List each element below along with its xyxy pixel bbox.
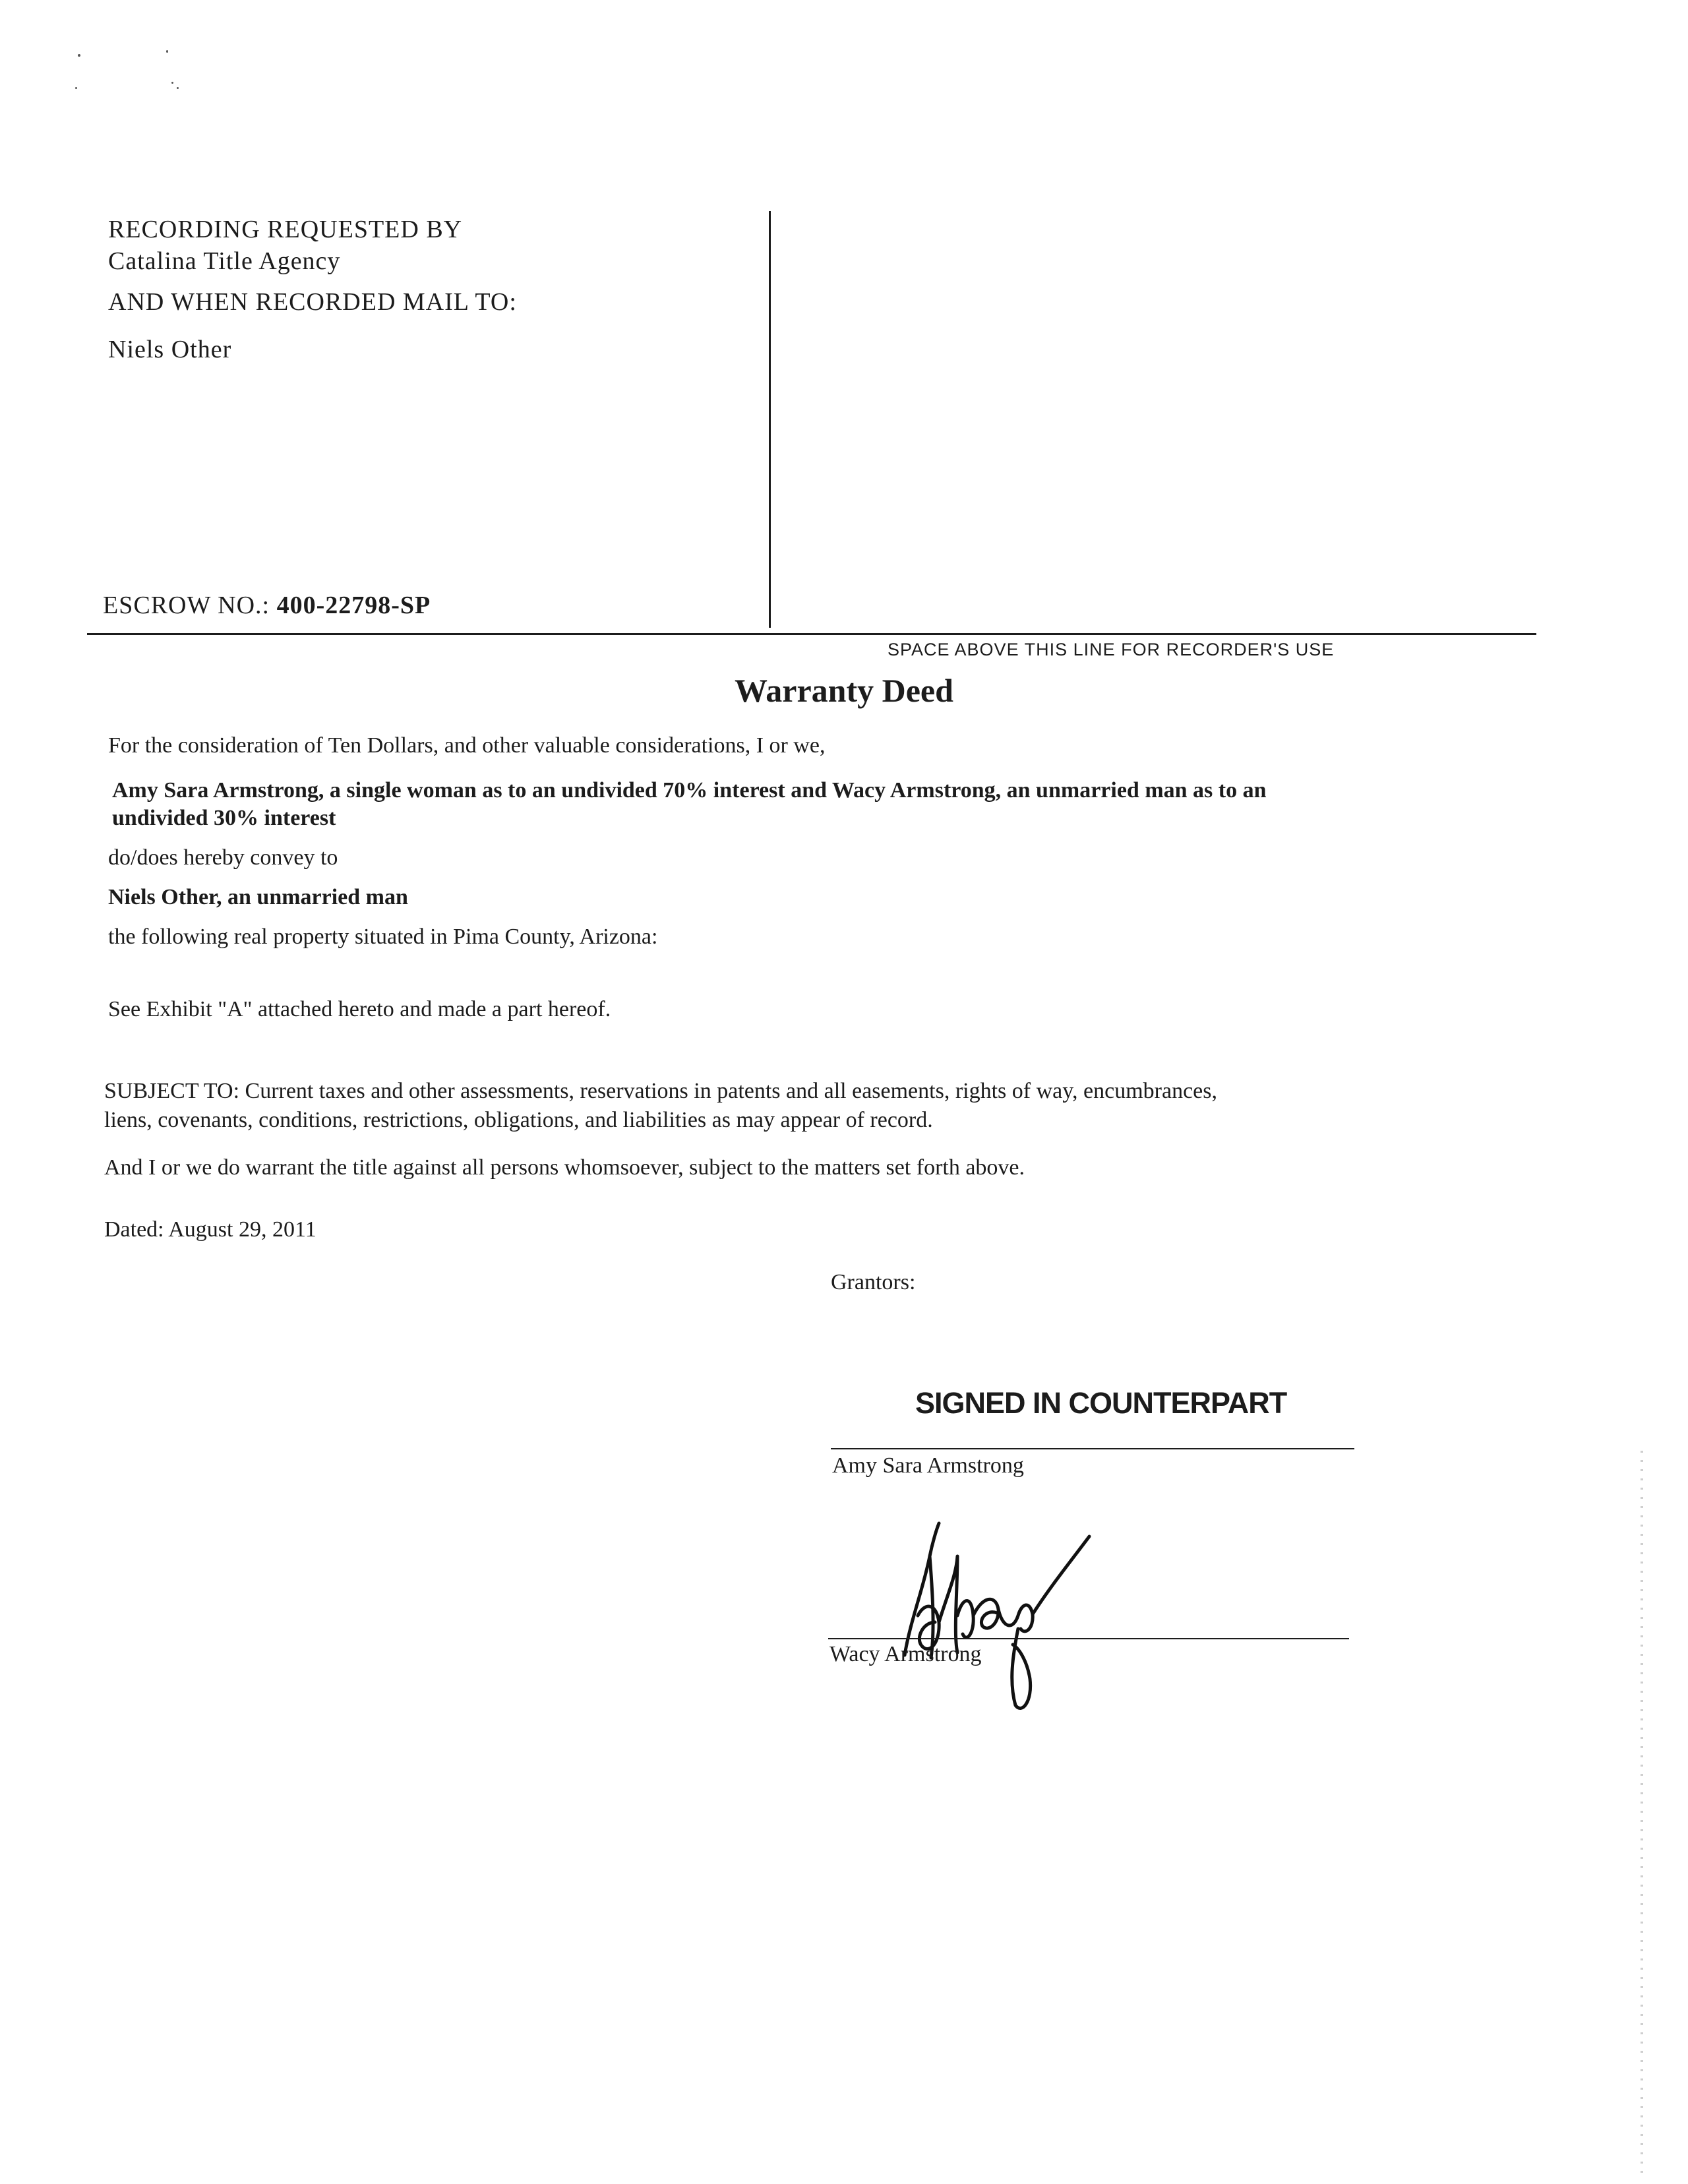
escrow-number: 400-22798-SP [276,592,431,619]
recorder-use-note: SPACE ABOVE THIS LINE FOR RECORDER'S USE [888,640,1335,659]
signature-line-2 [828,1638,1349,1639]
dated-line: Dated: August 29, 2011 [104,1217,316,1242]
scan-edge-marks [1641,1451,1643,2176]
warranty-clause: And I or we do warrant the title against all persons whomsoever, subject to the matters set forth above. [104,1155,1025,1180]
subject-to-line2: liens, covenants, conditions, restrictions, obligations, and liabilities as may appear of record. [104,1108,933,1132]
subject-to-line1: SUBJECT TO: Current taxes and other assessments, reservations in patents and all easements, rights of way, encumbrances, [104,1079,1217,1103]
property-location: the following real property situated in Pima County, Arizona: [108,925,658,949]
signer1-name: Amy Sara Armstrong [832,1453,1024,1478]
escrow-label: ESCROW NO.: [103,592,270,619]
consideration-clause: For the consideration of Ten Dollars, and other valuable considerations, I or we, [108,733,826,758]
exhibit-reference: See Exhibit "A" attached hereto and made a part hereof. [108,997,611,1021]
recording-divider-vertical [769,211,771,628]
convey-clause: do/does hereby convey to [108,845,338,870]
signature-line-1 [831,1448,1354,1449]
signer2-name: Wacy Armstrong [829,1642,982,1666]
scan-speck [166,50,168,53]
document-title: Warranty Deed [735,672,953,709]
grantors-names-line2: undivided 30% interest [112,806,336,830]
handwritten-signature [884,1517,1101,1714]
grantee-name: Niels Other, an unmarried man [108,885,408,909]
title-agency-name: Catalina Title Agency [108,247,341,275]
scan-speck [75,87,77,89]
scan-speck [171,82,173,84]
recording-requested-label: RECORDING REQUESTED BY [108,216,463,243]
escrow-number-line [103,591,431,620]
scan-speck [177,87,179,89]
mail-to-name: Niels Other [108,336,232,363]
recorder-use-line [87,633,1536,635]
mail-to-label: AND WHEN RECORDED MAIL TO: [108,288,517,316]
signed-in-counterpart-stamp: SIGNED IN COUNTERPART [915,1386,1287,1420]
grantors-label: Grantors: [831,1270,916,1294]
grantors-names-line1: Amy Sara Armstrong, a single woman as to an undivided 70% interest and Wacy Armstrong, an unmarried man as to an [112,778,1267,803]
scan-speck [78,54,80,57]
